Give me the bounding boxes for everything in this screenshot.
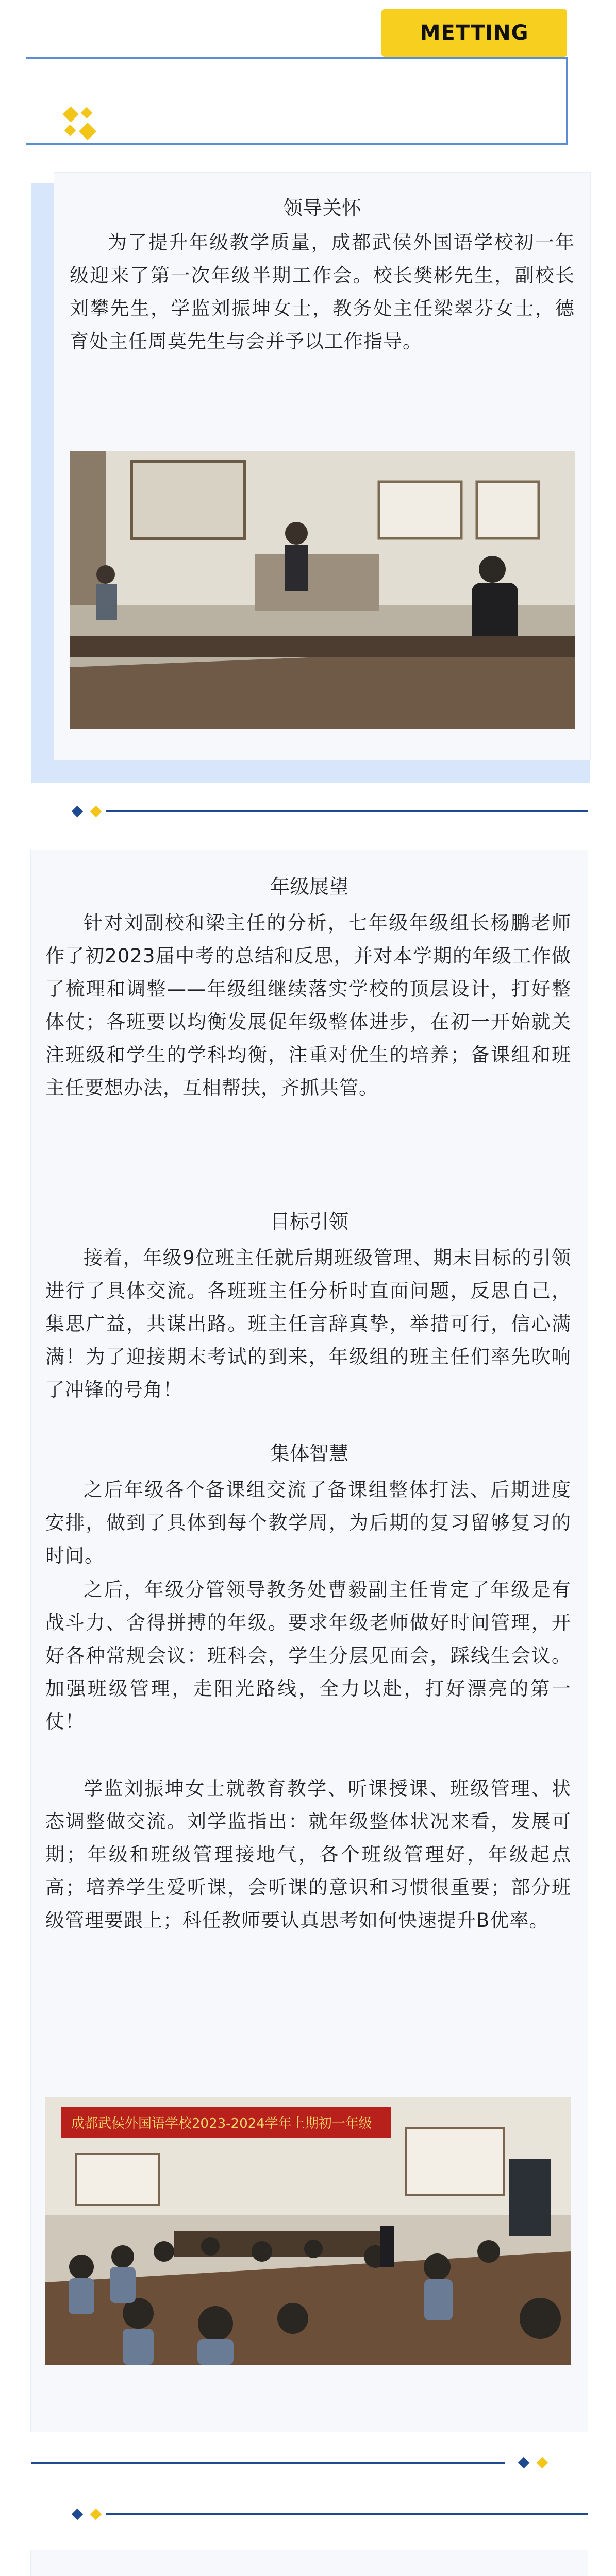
molecule-icon	[62, 106, 98, 142]
section-title-leadership: 领导关怀	[282, 197, 361, 219]
meeting-photo-leaders	[70, 451, 575, 729]
card-leadership	[54, 173, 590, 760]
header-frame-right	[566, 57, 568, 144]
paragraph-guide: 接着，年级9位班主任就后期班级管理、期末目标的引领进行了具体交流。各班班主任分析时直面问题，反思自己，集思广益，共谋出路。班主任言辞真挚，举措可行，信心满满！为了迎接期末考试的到来，年级组的班主任们率先吹响了冲锋的号角！	[45, 1247, 571, 1401]
section-title-guide: 目标引领	[270, 1210, 348, 1233]
paragraph-leadership: 为了提升年级教学质量，成都武侯外国语学校初一年级迎来了第一次年级半期工作会。校长樊彬先生，副校长刘攀先生，学监刘振坤女士，教务处主任梁翠芬女士，德育处主任周莫先生与会并予以工作指导。	[70, 231, 575, 352]
banner-text: 成都武侯外国语学校2023-2024学年上期初一年级	[71, 2116, 372, 2131]
diamond-icon	[518, 2457, 530, 2469]
header-frame-bottom	[26, 143, 568, 145]
section-title-wisdom: 集体智慧	[270, 1442, 348, 1465]
diamond-icon	[90, 806, 102, 818]
paragraph-wisdom-3: 学监刘振坤女士就教育教学、听课授课、班级管理、状态调整做交流。刘学监指出：就年级整体状况来看，发展可期；年级和班级管理接地气，各个班级管理好，年级起点高；培养学生爱听课，会听课的意识和习惯很重要；部分班级管理要跟上；科任教师要认真思考如何快速提升B优率。	[45, 1777, 571, 1931]
header	[0, 0, 616, 165]
section-divider-2	[31, 2452, 588, 2473]
section-title-outlook: 年级展望	[270, 875, 348, 898]
card-outlook	[31, 850, 588, 2432]
meeting-tab-label: METTING	[381, 9, 567, 57]
paragraph-wisdom-2: 之后，年级分管领导教务处曹毅副主任肯定了年级是有战斗力、舍得拼搏的年级。要求年级老师做好时间管理，开好各种常规会议：班科会，学生分层见面会，踩线生会议。加强班级管理，走阳光路线，全力以赴，打好漂亮的第一仗！	[45, 1579, 571, 1733]
section-divider-3	[31, 2504, 588, 2524]
meeting-photo-teachers	[45, 2097, 571, 2365]
paragraph-outlook: 针对刘副校和梁主任的分析，七年级年级组长杨鹏老师作了初2023届中考的总结和反思，并对本学期的年级工作做了梳理和调整——年级组继续落实学校的顶层设计，打好整体仗；各班要以均衡发展促年级整体进步，在初一开始就关注班级和学生的学科均衡，注重对优生的培养；备课组和班主任要想办法，互相帮扶，齐抓共管。	[45, 912, 571, 1099]
diamond-icon	[537, 2457, 548, 2469]
diamond-icon	[72, 2509, 84, 2520]
card-collaboration	[31, 2550, 588, 2576]
diamond-icon	[72, 806, 84, 818]
header-frame-top	[26, 57, 567, 59]
section-divider-1	[31, 801, 588, 822]
diamond-icon	[90, 2509, 102, 2520]
paragraph-wisdom-1: 之后年级各个备课组交流了备课组整体打法、后期进度安排，做到了具体到每个教学周，为后期的复习留够复习的时间。	[45, 1479, 571, 1567]
section-title-collaboration	[31, 2571, 588, 2576]
